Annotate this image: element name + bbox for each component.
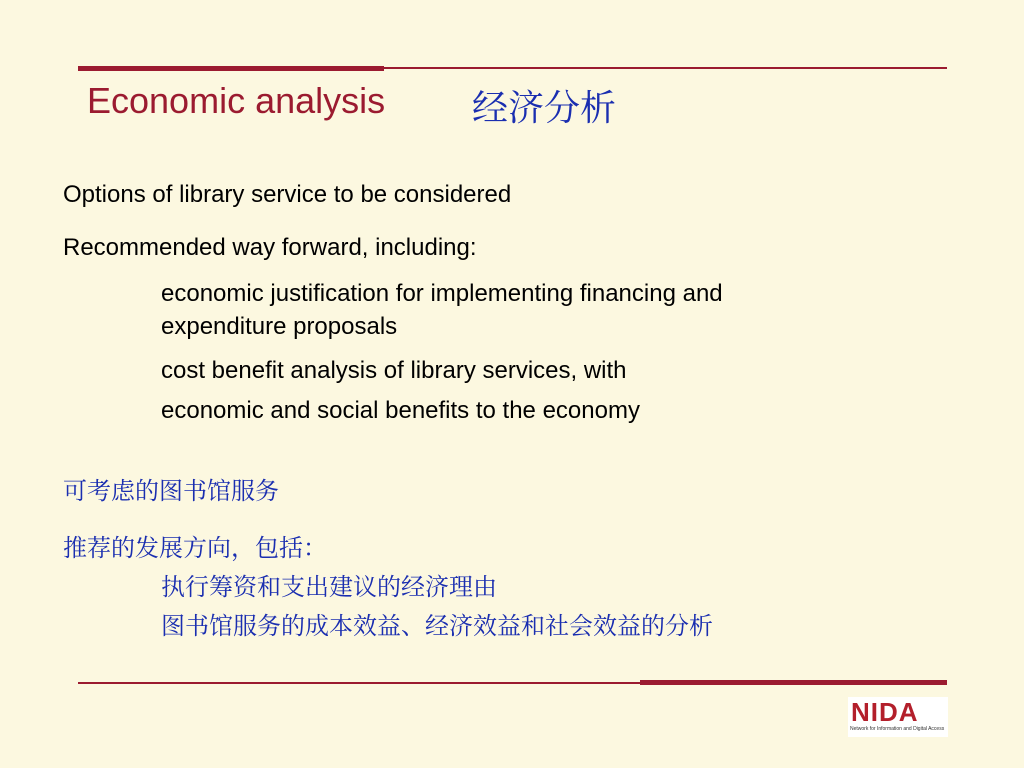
sub-point-1-line-2: expenditure proposals <box>161 313 398 340</box>
bottom-rule-thin <box>78 682 640 684</box>
nida-logo <box>848 697 948 737</box>
options-text-chinese: 可考虑的图书馆服务 <box>63 477 279 505</box>
recommended-text: Recommended way forward, including: <box>63 234 477 261</box>
sub-point-2-line-2: economic and social benefits to the economy <box>161 397 640 424</box>
sub-point-2-chinese: 图书馆服务的成本效益、经济效益和社会效益的分析 <box>161 612 713 640</box>
sub-point-1-chinese: 执行筹资和支出建议的经济理由 <box>161 573 497 601</box>
top-rule-thin <box>384 67 947 69</box>
slide-title-chinese: 经济分析 <box>472 88 617 129</box>
recommended-text-chinese: 推荐的发展方向，包括： <box>63 534 327 562</box>
slide-title-english: Economic analysis <box>87 80 386 121</box>
bottom-rule-thick <box>640 680 947 685</box>
logo-wordmark: NIDA <box>851 697 919 727</box>
sub-point-1-line-1: economic justification for implementing financing and <box>161 280 723 307</box>
logo-tagline: Network for Information and Digital Access <box>850 726 945 732</box>
top-rule-thick <box>78 66 384 71</box>
sub-point-2-line-1: cost benefit analysis of library services, with <box>161 357 627 384</box>
options-text: Options of library service to be considered <box>63 181 512 208</box>
